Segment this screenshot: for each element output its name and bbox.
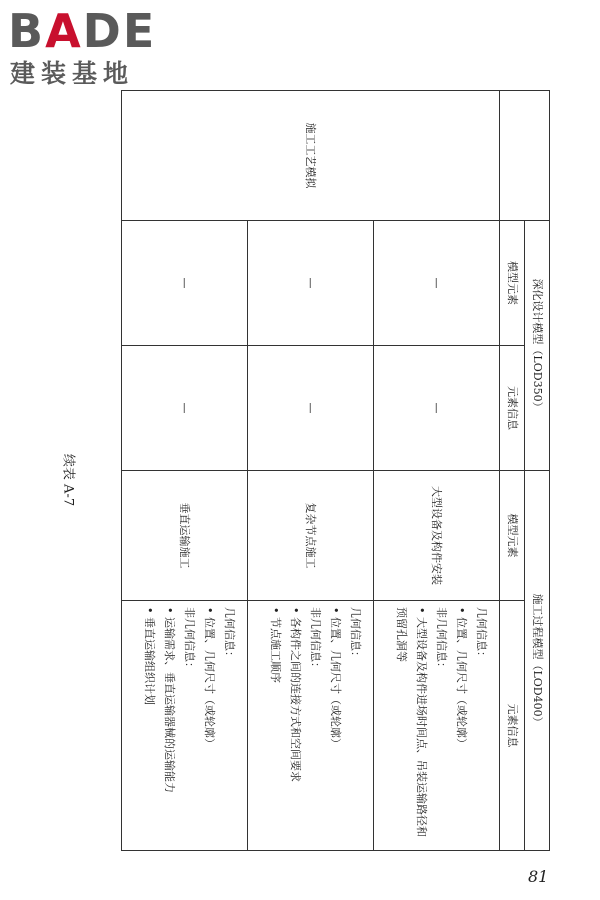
lod400-element-cell: 复杂节点施工: [248, 471, 374, 601]
group-header-row: [525, 91, 550, 851]
rotated-table-area: [94, 90, 550, 850]
col-header-element-info: 元素信息: [500, 601, 525, 851]
lod400-element-cell: 大型设备及构件安装: [374, 471, 500, 601]
col-header-element-info: 元素信息: [500, 346, 525, 471]
lod350-element-cell: —: [248, 221, 374, 346]
lod350-info-cell: —: [248, 346, 374, 471]
lod350-element-cell: —: [374, 221, 500, 346]
bade-logo: [8, 4, 178, 88]
table-row: [374, 91, 500, 851]
lod-table: [121, 90, 550, 851]
lod350-element-cell: —: [122, 221, 248, 346]
category-header-cell: [500, 91, 550, 221]
lod400-info-cell: 几何信息： • 位置、几何尺寸（或轮廓） 非几何信息： • 各构件之间的连接方式和空间要求 • 节点施工顺序: [248, 601, 374, 851]
lod400-info-cell: 几何信息： • 位置、几何尺寸（或轮廓） 非几何信息： • 运输需求、垂直运输器械的运输能力 • 垂直运输组织计划: [122, 601, 248, 851]
col-header-model-element: 模型元素: [500, 471, 525, 601]
group-header-lod400: 施工过程模型（LOD400）: [525, 471, 550, 851]
group-header-lod350: 深化设计模型（LOD350）: [525, 221, 550, 471]
col-header-model-element: 模型元素: [500, 221, 525, 346]
page-number: 81: [528, 867, 549, 886]
category-cell: 施工工艺模拟: [122, 91, 500, 221]
lod350-info-cell: —: [374, 346, 500, 471]
lod400-info-cell: 几何信息： • 位置、几何尺寸（或轮廓） 非几何信息： • 大型设备及构件进场时间点、吊装运输路径和预留孔洞等: [374, 601, 500, 851]
table-caption: 续表 A-7: [60, 453, 76, 507]
lod400-element-cell: 垂直运输施工: [122, 471, 248, 601]
lod350-info-cell: —: [122, 346, 248, 471]
logo-wordmark: BADE: [8, 4, 157, 58]
logo-subtitle: 建装基地: [10, 59, 135, 88]
